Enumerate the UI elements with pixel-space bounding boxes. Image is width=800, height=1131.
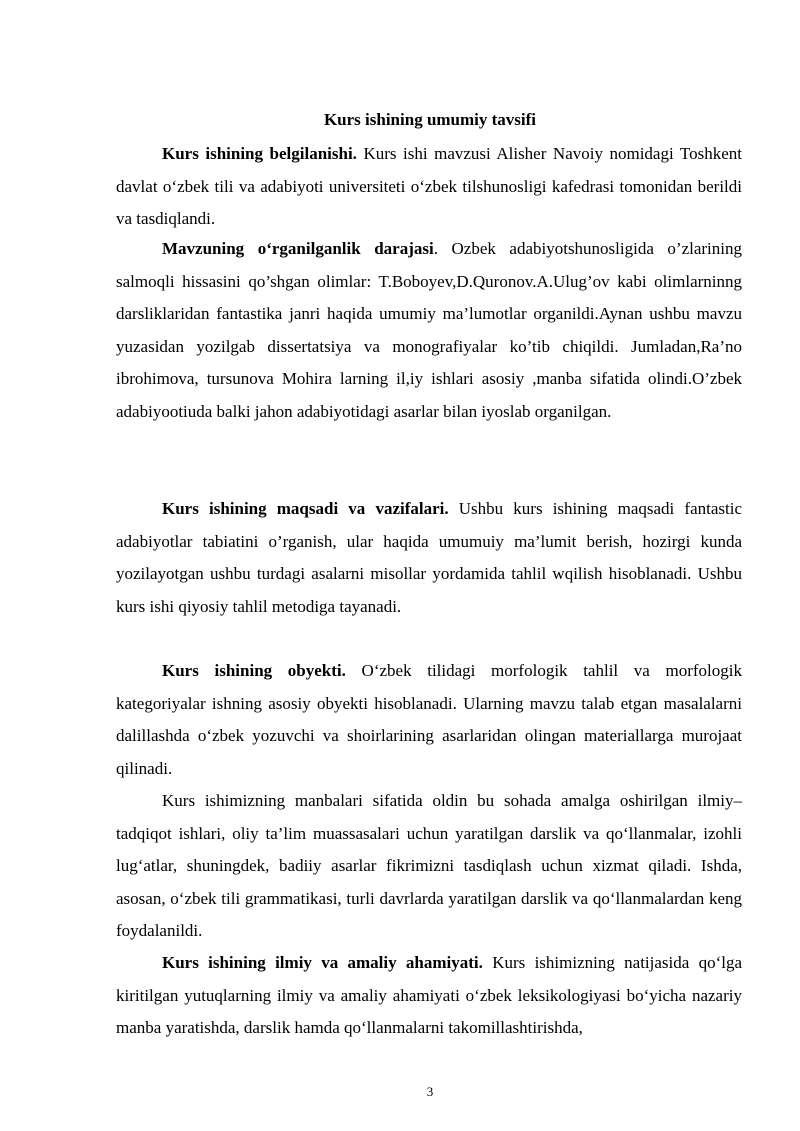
paragraph-heading: Kurs ishining maqsadi va vazifalari. — [162, 499, 449, 518]
paragraph-significance — [116, 947, 742, 1045]
paragraph-study-level — [116, 233, 742, 428]
paragraph-goals — [116, 493, 742, 623]
paragraph-text: Ushbu kurs ishining maqsadi fantastic adabiyotlar tabiatini o’rganish, ular haqida umumuiy ma’lumit berish, hozirgi kunda yozilayotgan ushbu turdagi asalarni misollar yordamida tahlil wqilish hisoblanadi. Ushbu kurs ishi qiyosiy tahlil metodiga tayanadi. — [116, 499, 742, 616]
paragraph-text: Kurs ishimizning natijasida qo‘lga kiritilgan yutuqlarning ilmiy va amaliy ahamiyati o‘zbek leksikologiyasi bo‘yicha nazariy manba yaratishda, darslik hamda qo‘llanmalarni takomillashtirishda, — [116, 953, 743, 1037]
paragraph-heading: Kurs ishining ilmiy va amaliy ahamiyati. — [162, 953, 483, 972]
paragraph-text: O‘zbek tilidagi morfologik tahlil va morfologik kategoriyalar ishning asosiy obyekti hisoblanadi. Ularning mavzu talab etgan masalalarni dalillashda o‘zbek yozuvchi va shoirlarining asarlaridan olingan materiallarga murojaat qilinadi. — [116, 661, 742, 778]
paragraph-heading: Kurs ishining obyekti. — [162, 661, 346, 680]
paragraph-sources — [116, 785, 742, 948]
paragraph-designation — [116, 138, 742, 236]
paragraph-text: Kurs ishi mavzusi Alisher Navoiy nomidagi Toshkent davlat o‘zbek tili va adabiyoti universiteti o‘zbek tilshunosligi kafedrasi tomonidan berildi va tasdiqlandi. — [116, 144, 742, 228]
paragraph-text: Kurs ishimizning manbalari sifatida oldin bu sohada amalga oshirilgan ilmiy–tadqiqot ishlari, oliy ta’lim muassasalari uchun yaratilgan darslik va qo‘llanmalar, izohli lug‘atlar, shuningdek, badiiy asarlar fikrimizni tasdiqlash uchun xizmat qiladi. Ishda, asosan, o‘zbek tili grammatikasi, turli davrlarda yaratilgan darslik va qo‘llanmalardan keng foydalanildi. — [116, 791, 742, 940]
paragraph-heading: Mavzuning o‘rganilganlik darajasi — [162, 239, 434, 258]
paragraph-object — [116, 655, 742, 785]
paragraph-text: . Ozbek adabiyotshunosligida o’zlarining salmoqli hissasini qo’shgan olimlar: T.Boboyev,D.Quronov.A.Ulug’ov kabi olimlarninng darsliklaridan fantastika janri haqida umumiy ma’lumotlar organildi.Aynan ushbu mavzu yuzasidan yozilgab dissertatsiya va monografiyalar ko’tib chiqildi. Jumladan,Ra’no ibrohimova, tursunova Mohira larning il,iy ishlari asosiy ,manba sifatida olindi.O’zbek adabiyootiuda balki jahon adabiyotidagi asarlar bilan iyoslab organilgan. — [116, 239, 743, 421]
page-number: 3 — [426, 1084, 434, 1099]
section-title: Kurs ishining umumiy tavsifi — [323, 110, 537, 129]
paragraph-heading: Kurs ishining belgilanishi. — [162, 144, 357, 163]
